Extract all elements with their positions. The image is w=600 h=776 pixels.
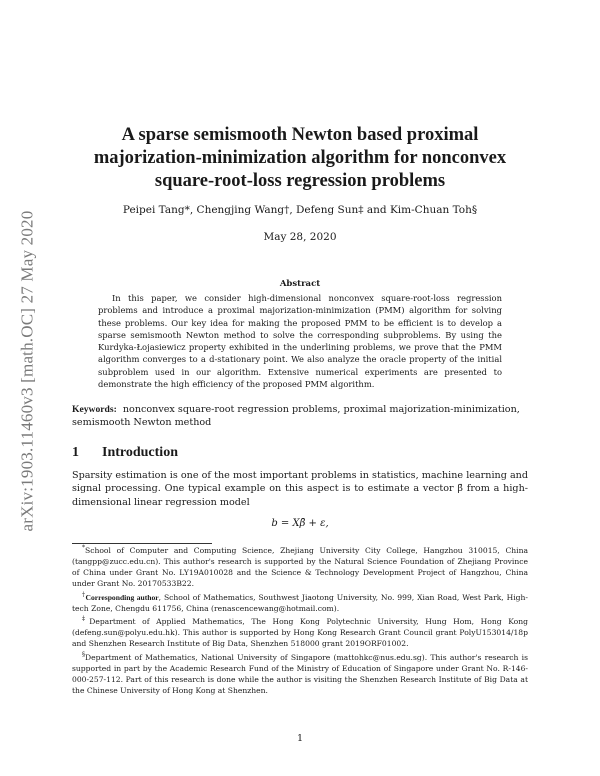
footnote-text: Department of Mathematics, National University of Singapore (mattohkc@nus.edu.sg). This author's research is supported in part by the Academic Research Fund of the Ministry of Education of Singapore under Grant No. R-146-000-257-112. Part of this research is done while the author is visiting the Shenzhen Research Institute of Big Data at the Chinese University of Hong Kong at Shenzhen. [72, 653, 528, 695]
footnote [72, 593, 528, 615]
author-list: Peipei Tang*, Chengjing Wang†, Defeng Sun‡ and Kim-Chuan Toh§ [122, 204, 478, 216]
footnote-mark: † [82, 591, 86, 599]
section-heading [72, 444, 178, 462]
publication-date: May 28, 2020 [263, 231, 337, 243]
section-title: Introduction [102, 445, 178, 460]
abstract-body: In this paper, we consider high-dimensional nonconvex square-root-loss regression problems and introduce a proximal majorization-minimization (PMM) algorithm for solving these problems. Our key idea for making the proposed PMM to be efficient is to develop a sparse semismooth Newton method to solve the corresponding subproblems. By using the Kurdyka-Łojasiewicz property exhibited in the underlining problems, we prove that the PMM algorithm converges to a d-stationary point. We also analyze the oracle property of the initial subproblem used in our algorithm. Extensive numerical experiments are presented to demonstrate the high efficiency of the proposed PMM algorithm. [98, 293, 502, 390]
footnote-divider [72, 543, 212, 544]
abstract-heading: Abstract [279, 279, 321, 289]
introduction-paragraph: Sparsity estimation is one of the most important problems in statistics, machine learning and signal processing. One typical example on this aspect is to estimate a vector β̄ from a high-dimensional linear regression model [72, 470, 528, 508]
footnote [72, 546, 528, 590]
footnotes [72, 546, 528, 700]
page-number: 1 [296, 733, 304, 744]
footnote-mark: ‡ [82, 615, 90, 623]
paper-title [60, 124, 540, 193]
keywords-label: Keywords: [72, 404, 117, 415]
footnote-text: , School of Mathematics, Southwest Jiaotong University, No. 999, Xian Road, West Park, High-tech Zone, Chengdu 611756, China (renascencewang@hotmail.com). [72, 592, 528, 613]
footnote-mark: § [82, 651, 85, 659]
keywords-text: nonconvex square-root regression problems, proximal majorization-minimization, semismooth Newton method [72, 404, 520, 428]
footnote-bold-label: Corresponding author [85, 592, 159, 602]
regression-equation: b = Xβ̄ + ε, [271, 518, 329, 529]
keywords [72, 403, 532, 429]
footnote [72, 653, 528, 697]
arxiv-identifier-stamp [14, 166, 40, 576]
footnote-mark: * [82, 544, 85, 552]
footnote-text: Department of Applied Mathematics, The Hong Kong Polytechnic University, Hung Hom, Hong Kong (defeng.sun@polyu.edu.hk). This author is supported by Hong Kong Research Grant Council grant PolyU153014/18p and Shenzhen Research Institute of Big Data, Shenzhen 518000 grant 2019ORF01002. [72, 617, 528, 649]
footnote-text: School of Computer and Computing Science, Zhejiang University City College, Hangzhou 310015, China (tangpp@zucc.edu.cn). This author's research is supported by the Natural Science Foundation of Zhejiang Province of China under Grant No. LY19A010028 and the Science & Technology Development Project of Hangzhou, China under Grant No. 20170533B22. [72, 546, 528, 588]
title-line: square-root-loss regression problems [154, 171, 446, 191]
footnote [72, 617, 528, 650]
title-line: A sparse semismooth Newton based proximal [121, 125, 479, 145]
section-number: 1 [72, 445, 79, 460]
title-line: majorization-minimization algorithm for nonconvex [93, 148, 507, 168]
arxiv-identifier-text: arXiv:1903.11460v3 [math.OC] 27 May 2020 [17, 210, 37, 532]
